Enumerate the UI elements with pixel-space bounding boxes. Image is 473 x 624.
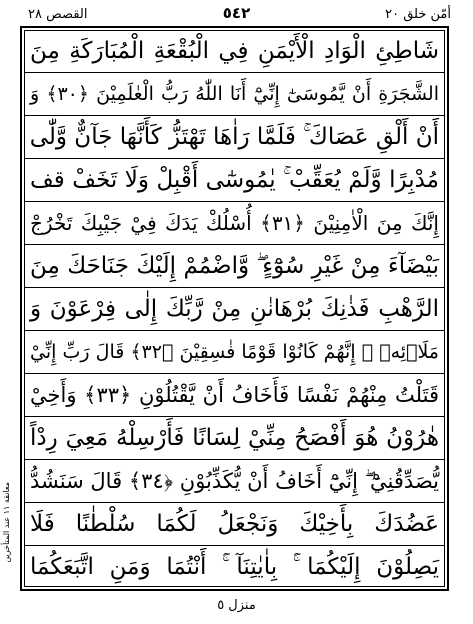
margin-note [2,482,20,582]
text-line-10: هٰرُوْنُ هُوَ أَفْصَحُ مِنِّيْ لِسَانًا فَأَرْسِلْهُ مَعِيَ رِدْاً [24,417,445,460]
text-line-2: الشَّجَرَةِ أَنْ يَّمُوسَىٰٓ إِنِّيْٓ أَنَا اللّٰهُ رَبُّ الْعٰلَمِيْنَ ﴿٣٠﴾ وَ [24,73,445,116]
margin-note-text: معانقة ١١ عند المتأخرين [2,482,11,563]
text-line-9: قَتَلْتُ مِنْهُمْ نَفْسًا فَأَخَافُ أَنْ يَّقْتُلُوْنِ ﴿٣٣﴾ وَأَخِيْ [24,374,445,417]
text-line-1: شَاطِئِ الْوَادِ الْأَيْمَنِ فِي الْبُقْعَةِ الْمُبَارَكَةِ مِنَ [24,30,445,73]
text-line-13: يَصِلُوْنَ إِلَيْكُمَا ۚۛ بِاٰيٰتِنَآ ۚۛ أَنْتُمَا وَمَنِ اتَّبَعَكُمَا [30,554,439,580]
surah-name-header: القصص ٢٨ [28,7,88,22]
text-line-6: بَيْضَآءَ مِنْ غَيْرِ سُوْٓءٍ ۖ وَّاضْمُمْ إِلَيْكَ جَنَاحَكَ مِنَ [24,245,445,288]
text-line-11: يُّصَدِّقُنِيْٓ ۖ إِنِّيْٓ أَخَافُ أَنْ يُّكَذِّبُوْنِ ﴿٣٤﴾ قَالَ سَنَشُدُّ [24,460,445,503]
text-line-12: عَضُدَكَ بِأَخِيْكَ وَنَجْعَلُ لَكُمَا سُلْطٰنًا فَلَا [24,503,445,546]
verse-text-block [24,30,445,587]
manzil-footer: منزل ٥ [217,598,256,613]
text-line-3: أَنْ أَلْقِ عَصَاكَ ۚ فَلَمَّا رَاٰهَا تَهْتَزُّ كَأَنَّهَا جَآنٌّ وَّلّٰى [24,116,445,159]
text-line-5: إِنَّكَ مِنَ الْاٰمِنِيْنَ ﴿٣١﴾ أُسْلُكْ يَدَكَ فِيْ جَيْبِكَ تَخْرُجْ [24,202,445,245]
text-line-8: مَلَا۠ئِهٖ ۗ إِنَّهُمْ كَانُوْا قَوْمًا فٰسِقِيْنَ ﴿٣٢﴾ قَالَ رَبِّ إِنِّيْ [24,331,445,374]
text-line-4: مُدْبِرًا وَّلَمْ يُعَقِّبْ ۚ يٰمُوسٰٓى أَقْبِلْ وَلَا تَخَفْ قف [24,159,445,202]
text-line-7: الرَّهْبِ فَذٰنِكَ بُرْهَانٰنِ مِنْ رَّبِّكَ إِلٰى فِرْعَوْنَ وَ [24,288,445,331]
juz-name-header: أمّن خلق ٢٠ [385,7,451,22]
page-number: ٥٤٢ [222,4,251,22]
